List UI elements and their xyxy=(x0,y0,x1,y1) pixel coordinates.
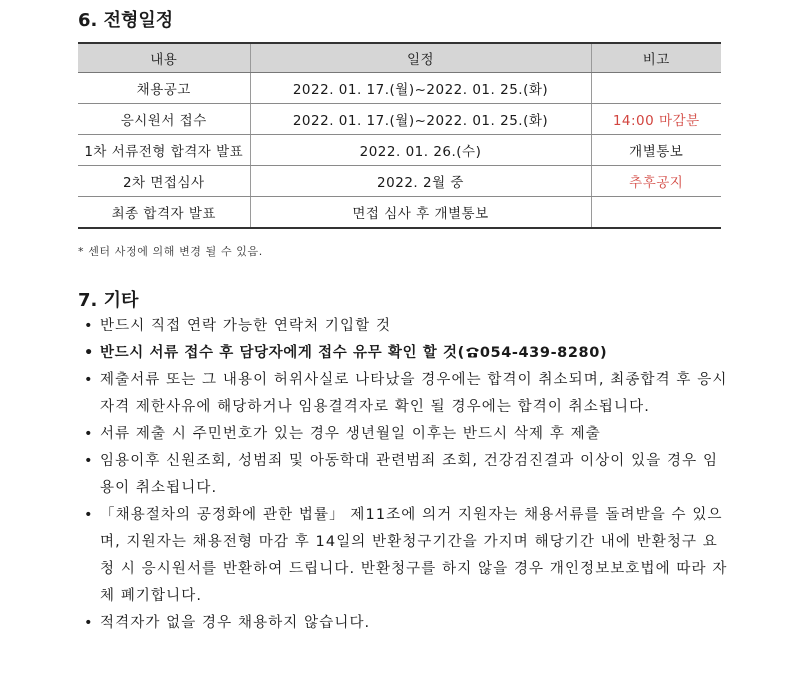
list-item-text: 반드시 서류 접수 후 담당자에게 접수 유무 확인 할 것( xyxy=(100,345,465,361)
cell-schedule: 2022. 2월 중 xyxy=(250,166,591,197)
other-notes-list xyxy=(78,313,728,637)
list-item-text: 반드시 직접 연락 가능한 연락처 기입할 것 xyxy=(100,318,392,334)
list-item xyxy=(78,367,728,421)
cell-content: 2차 면접심사 xyxy=(78,166,250,197)
phone-number: 054-439-8280) xyxy=(479,345,608,361)
list-item xyxy=(78,313,728,340)
cell-schedule: 2022. 01. 17.(월)~2022. 01. 25.(화) xyxy=(250,73,591,104)
bullet: • xyxy=(84,318,94,334)
cell-schedule: 2022. 01. 26.(수) xyxy=(250,135,591,166)
header-content: 내용 xyxy=(78,43,250,73)
bullet: • xyxy=(84,507,94,523)
list-item-text: 제출서류 또는 그 내용이 허위사실로 나타났을 경우에는 합격이 취소되며, 최종합격 후 응시자격 제한사유에 해당하거나 임용결격자로 확인 될 경우에는 합격이 취소됩니다. xyxy=(100,372,728,415)
table-row xyxy=(78,73,721,104)
cell-schedule: 2022. 01. 17.(월)~2022. 01. 25.(화) xyxy=(250,104,591,135)
list-item xyxy=(78,340,728,367)
section-7-title: 7. 기타 xyxy=(78,290,139,311)
bullet: • xyxy=(84,453,94,469)
table-row xyxy=(78,166,721,197)
cell-note xyxy=(591,197,721,229)
table-row xyxy=(78,197,721,229)
cell-note: 개별통보 xyxy=(591,135,721,166)
header-schedule: 일정 xyxy=(250,43,591,73)
list-item xyxy=(78,448,728,502)
bullet: • xyxy=(84,615,94,631)
telephone-icon xyxy=(465,345,480,361)
bullet: • xyxy=(84,345,94,361)
table-row xyxy=(78,135,721,166)
list-item-text: 서류 제출 시 주민번호가 있는 경우 생년월일 이후는 반드시 삭제 후 제출 xyxy=(100,426,601,442)
schedule-footnote: * 센터 사정에 의해 변경 될 수 있음. xyxy=(78,245,263,258)
cell-content: 응시원서 접수 xyxy=(78,104,250,135)
table-header-row xyxy=(78,43,721,73)
list-item-text: 적격자가 없을 경우 채용하지 않습니다. xyxy=(100,615,371,631)
cell-note xyxy=(591,73,721,104)
list-item xyxy=(78,610,728,637)
bullet: • xyxy=(84,426,94,442)
cell-schedule: 면접 심사 후 개별통보 xyxy=(250,197,591,229)
cell-content: 채용공고 xyxy=(78,73,250,104)
table-row xyxy=(78,104,721,135)
list-item xyxy=(78,502,728,610)
list-item-text: 「채용절차의 공정화에 관한 법률」 제11조에 의거 지원자는 채용서류를 돌려받을 수 있으며, 지원자는 채용전형 마감 후 14일의 반환청구기간을 가지며 해당기간 내에 반환청구 요청 시 응시원서를 반환하여 드립니다. 반환청구를 하지 않을 경우 개인정보보호법에 따라 자체 폐기합니다. xyxy=(100,507,728,604)
cell-note: 14:00 마감분 xyxy=(591,104,721,135)
cell-note: 추후공지 xyxy=(591,166,721,197)
list-item-text: 임용이후 신원조회, 성범죄 및 아동학대 관련범죄 조회, 건강검진결과 이상이 있을 경우 임용이 취소됩니다. xyxy=(100,453,719,496)
cell-content: 1차 서류전형 합격자 발표 xyxy=(78,135,250,166)
header-note: 비고 xyxy=(591,43,721,73)
section-6-title: 6. 전형일정 xyxy=(78,10,174,31)
schedule-table xyxy=(78,42,721,229)
list-item xyxy=(78,421,728,448)
bullet: • xyxy=(84,372,94,388)
cell-content: 최종 합격자 발표 xyxy=(78,197,250,229)
